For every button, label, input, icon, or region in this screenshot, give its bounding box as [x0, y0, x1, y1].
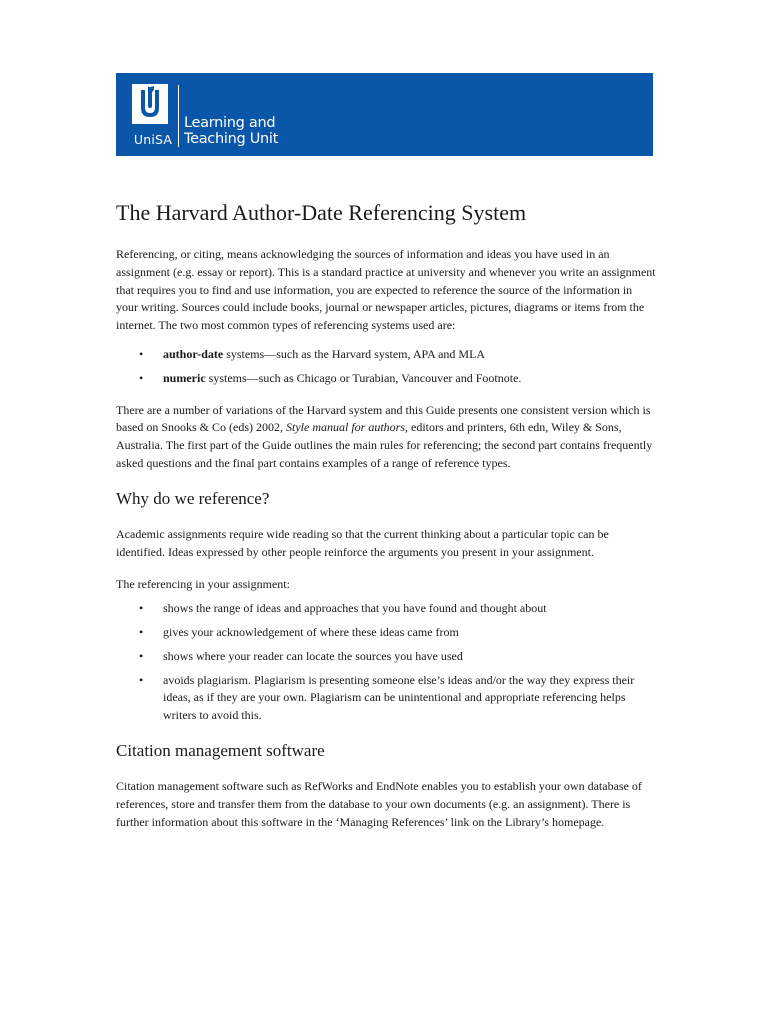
- page-title: The Harvard Author-Date Referencing System: [116, 200, 527, 225]
- unit-name-line-1: Learning and: [184, 115, 276, 131]
- list-item-text: avoids plagiarism. Plagiarism is presenting someone else’s ideas and/or the way they express their ideas, as if they are your own. Plagiarism can be unintentional and appropriate referencing helps writers to avoid this.: [163, 672, 635, 723]
- list-item: [116, 624, 656, 642]
- system-term: author-date: [163, 346, 224, 361]
- variations-paragraph: [116, 402, 656, 473]
- bullet-icon: •: [139, 672, 144, 687]
- why-reference-heading: Why do we reference?: [116, 488, 270, 508]
- referencing-lead: The referencing in your assignment:: [116, 577, 290, 592]
- list-item-text: shows the range of ideas and approaches that you have found and thought about: [163, 601, 547, 616]
- list-item-text: shows where your reader can locate the sources you have used: [163, 648, 463, 663]
- variations-text-before: There are a number of variations of the Harvard system and this Guide presents one consistent version which is based on Snooks & Co (eds) 2002,: [116, 402, 651, 435]
- bullet-icon: •: [139, 648, 144, 663]
- bullet-icon: •: [139, 601, 144, 616]
- list-item: [116, 370, 656, 388]
- list-item: [116, 672, 656, 725]
- citation-software-paragraph: Citation management software such as RefWorks and EndNote enables you to establish your own database of references, store and transfer them from the database to your own documents (e.g. an assignment). There is further information about this software in the ‘Managing References’ link on the Library’s homepage.: [116, 778, 642, 829]
- bullet-icon: •: [139, 624, 144, 639]
- logo-divider: [178, 85, 179, 147]
- variations-text-after: , editors and printers, 6th edn, Wiley & Sons, Australia. The first part of the Guide outlines the main rules for referencing; the second part contains frequently asked questions and the final part contains examples of a range of reference types.: [116, 420, 653, 470]
- unit-name: [184, 115, 278, 147]
- intro-paragraph: Referencing, or citing, means acknowledging the sources of information and ideas you have used in an assignment (e.g. essay or report). This is a standard practice at university and whenever you write an assignment that requires you to find and use information, you are expected to reference the source of the information in your writing. Sources could include books, journal or newspaper articles, pictures, diagrams or items from the internet. The two most common types of referencing systems used are:: [116, 247, 656, 333]
- logo-wordmark: UniSA: [133, 132, 173, 147]
- list-item: [116, 648, 656, 666]
- list-item-text: gives your acknowledgement of where these ideas came from: [163, 624, 459, 639]
- system-description: systems—such as Chicago or Turabian, Vancouver and Footnote.: [205, 370, 522, 385]
- unit-name-line-2: Teaching Unit: [184, 131, 279, 147]
- bullet-icon: •: [139, 346, 144, 361]
- list-item: [116, 346, 656, 364]
- bullet-icon: •: [139, 370, 144, 385]
- referencing-systems-list: [116, 346, 656, 388]
- citation-software-heading: Citation management software: [116, 740, 325, 760]
- referencing-benefits-list: [116, 600, 656, 725]
- why-reference-paragraph: Academic assignments require wide reading so that the current thinking about a particular topic can be identified. Ideas expressed by other people reinforce the arguments you present in your assignment.: [116, 526, 609, 559]
- document-body: [116, 198, 656, 846]
- system-description: systems—such as the Harvard system, APA and MLA: [223, 346, 486, 361]
- unisa-logo-icon: [132, 84, 168, 124]
- unisa-banner: [116, 73, 653, 156]
- list-item: [116, 600, 656, 618]
- system-term: numeric: [163, 370, 206, 385]
- variations-book-title: Style manual for authors: [286, 420, 405, 435]
